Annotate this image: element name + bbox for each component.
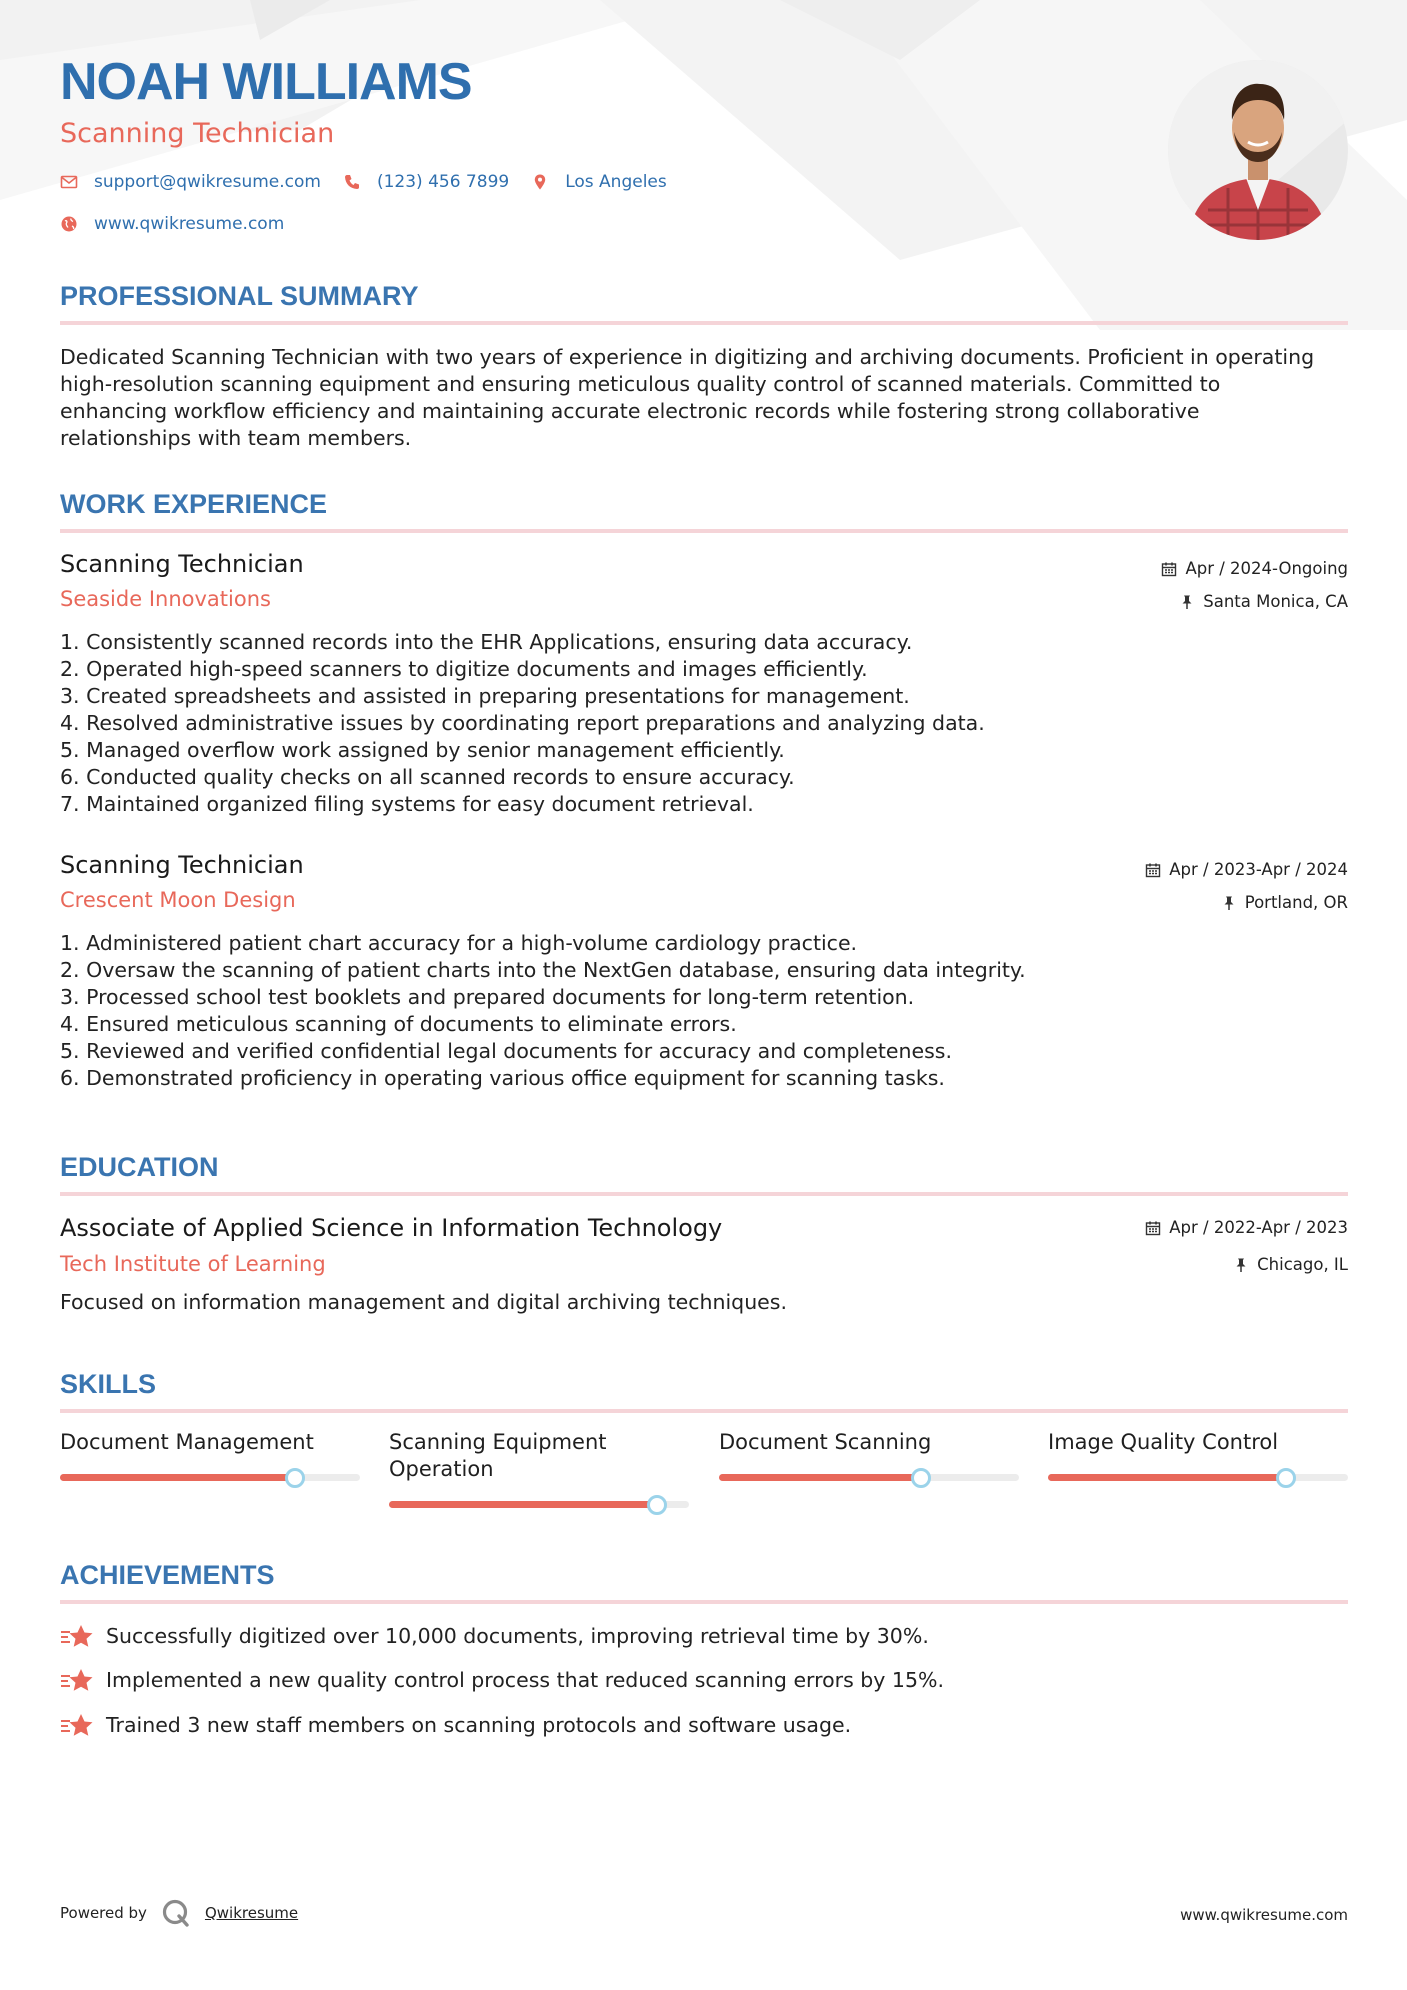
list-item: 1. Consistently scanned records into the EHR Applications, ensuring data accuracy. [60,630,913,654]
list-item: 3. Processed school test booklets and prepared documents for long-term retention. [60,985,915,1009]
candidate-name: NOAH WILLIAMS [60,53,472,111]
email-text: support@qwikresume.com [94,172,321,192]
skills-divider [60,1409,1348,1413]
list-item: 3. Created spreadsheets and assisted in preparing presentations for management. [60,684,910,708]
achievement-text: Implemented a new quality control process that reduced scanning errors by 15%. [106,1668,945,1692]
profile-photo [1168,60,1348,240]
skill-bar-knob [647,1495,667,1515]
job-date-text: Apr / 2023-Apr / 2024 [1169,860,1348,879]
skill-bar-fill [389,1501,656,1508]
shooting-star-icon [60,1712,94,1738]
list-item: 2. Operated high-speed scanners to digitize documents and images efficiently. [60,657,868,681]
summary-line: high-resolution scanning equipment and ensuring meticulous quality control of scanned materials. Committed to [60,372,1221,396]
skill-bar [719,1474,1019,1481]
job-title: Scanning Technician [60,851,304,879]
education-description: Focused on information management and digital archiving techniques. [60,1290,787,1314]
education-date [1145,1218,1348,1237]
achievements-heading: ACHIEVEMENTS [60,1560,275,1590]
shooting-star-icon [60,1623,94,1649]
education-divider [60,1192,1348,1196]
education-school: Tech Institute of Learning [60,1252,326,1276]
job-location-text: Santa Monica, CA [1203,592,1348,611]
achievement-item [60,1712,851,1738]
list-item: 6. Demonstrated proficiency in operating various office equipment for scanning tasks. [60,1066,945,1090]
list-item: 5. Managed overflow work assigned by senior management efficiently. [60,738,785,762]
contact-location [531,172,667,192]
skill-bar-knob [1276,1468,1296,1488]
calendar-icon [1145,862,1161,878]
education-location [1233,1255,1348,1274]
pushpin-icon [1233,1257,1249,1273]
envelope-icon [60,173,78,191]
skill-bar-knob [911,1468,931,1488]
powered-by-label: Powered by [60,1904,147,1922]
summary-line: enhancing workflow efficiency and maintaining accurate electronic records while fostering strong collaborative [60,399,1200,423]
skill-bar [389,1501,689,1508]
experience-heading: WORK EXPERIENCE [60,489,328,519]
skill-bar-fill [1048,1474,1285,1481]
contact-email[interactable] [60,172,321,192]
contact-row [60,172,689,192]
skill-name: Document Scanning [719,1430,932,1454]
skill-bar-fill [719,1474,920,1481]
skill-bar-fill [60,1474,294,1481]
skill-bar-knob [285,1468,305,1488]
job-date-text: Apr / 2024-Ongoing [1185,559,1348,578]
pushpin-icon [1221,895,1237,911]
skill-item [1048,1429,1348,1456]
contact-website[interactable] [60,214,284,234]
job-company: Seaside Innovations [60,587,271,611]
achievement-item [60,1623,929,1649]
achievement-text: Trained 3 new staff members on scanning protocols and software usage. [106,1713,852,1737]
list-item: 4. Resolved administrative issues by coordinating report preparations and analyzing data. [60,711,985,735]
list-item: 6. Conducted quality checks on all scanned records to ensure accuracy. [60,765,795,789]
job-title: Scanning Technician [60,550,304,578]
education-location-text: Chicago, IL [1257,1255,1348,1274]
qwikresume-logo-icon [161,1898,191,1928]
skill-item [719,1429,1019,1456]
list-item: 4. Ensured meticulous scanning of documents to eliminate errors. [60,1012,737,1036]
skill-item [389,1429,689,1483]
job-bullets [60,629,1348,818]
job-date [1161,559,1348,578]
experience-divider [60,529,1348,533]
achievements-divider [60,1600,1348,1604]
summary-divider [60,321,1348,325]
calendar-icon [1161,561,1177,577]
job-company: Crescent Moon Design [60,888,296,912]
job-location [1179,592,1348,611]
list-item: 1. Administered patient chart accuracy for a high-volume cardiology practice. [60,931,858,955]
education-date-text: Apr / 2022-Apr / 2023 [1169,1218,1348,1237]
map-pin-icon [531,173,549,191]
skills-heading: SKILLS [60,1369,157,1399]
summary-heading: PROFESSIONAL SUMMARY [60,281,419,311]
job-location [1221,893,1348,912]
list-item: 2. Oversaw the scanning of patient charts into the NextGen database, ensuring data integrity. [60,958,1026,982]
achievement-item [60,1667,944,1693]
phone-icon [343,173,361,191]
job-location-text: Portland, OR [1244,893,1348,912]
skill-name: Image Quality Control [1048,1430,1279,1454]
education-heading: EDUCATION [60,1152,219,1182]
job-bullets [60,930,1348,1092]
skill-bar [1048,1474,1348,1481]
skill-item [60,1429,360,1456]
shooting-star-icon [60,1667,94,1693]
list-item: 5. Reviewed and verified confidential legal documents for accuracy and completeness. [60,1039,952,1063]
footer-powered-by [60,1898,298,1928]
education-degree: Associate of Applied Science in Information Technology [60,1214,723,1242]
footer-website[interactable]: www.qwikresume.com [1180,1906,1348,1924]
summary-text [60,344,1348,452]
contact-phone[interactable] [343,172,509,192]
globe-icon [60,215,78,233]
skill-name: Scanning Equipment Operation [389,1430,607,1481]
calendar-icon [1145,1220,1161,1236]
candidate-role: Scanning Technician [60,118,335,149]
summary-line: relationships with team members. [60,426,412,450]
pushpin-icon [1179,594,1195,610]
job-date [1145,860,1348,879]
list-item: 7. Maintained organized filing systems for easy document retrieval. [60,792,754,816]
contact-row-website [60,214,306,234]
brand-link[interactable]: Qwikresume [204,1904,299,1922]
website-text: www.qwikresume.com [94,214,285,234]
skill-name: Document Management [60,1430,314,1454]
achievement-text: Successfully digitized over 10,000 documents, improving retrieval time by 30%. [106,1624,929,1648]
location-text: Los Angeles [565,172,667,192]
summary-line: Dedicated Scanning Technician with two years of experience in digitizing and archiving documents. Proficient in operating [60,345,1315,369]
skill-bar [60,1474,360,1481]
phone-text: (123) 456 7899 [376,172,510,192]
